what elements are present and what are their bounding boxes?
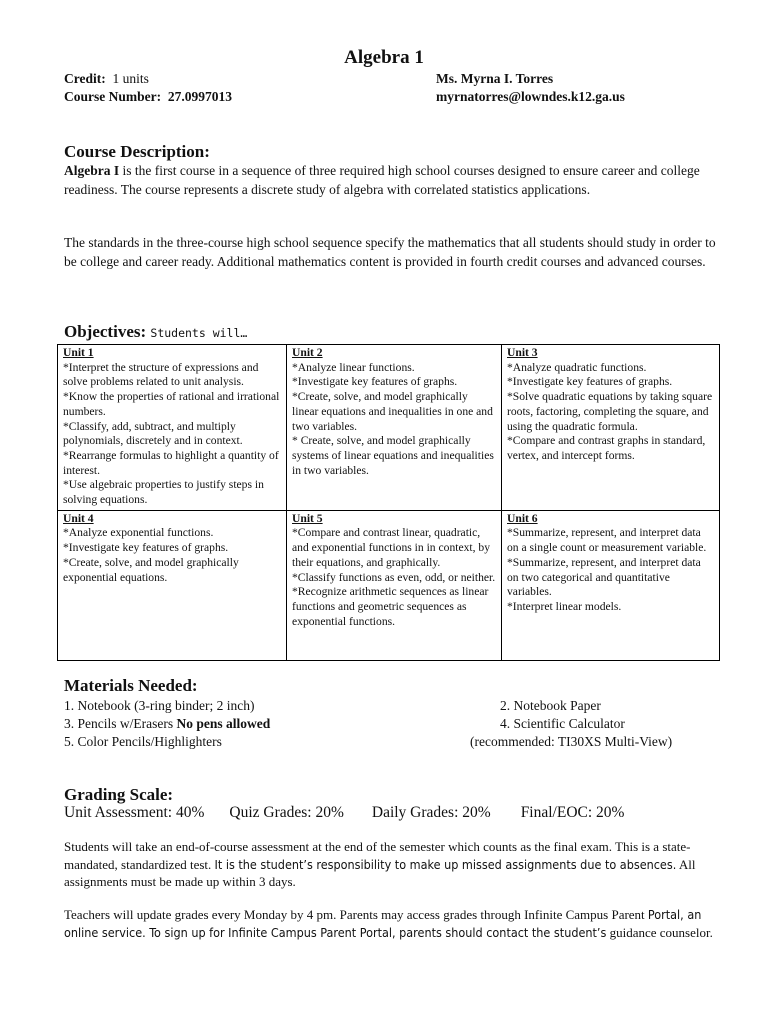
objective-item: *Know the properties of rational and irrational numbers. xyxy=(63,390,280,418)
objective-item: *Classify, add, subtract, and multiply polynomials, discretely and in context. xyxy=(63,419,243,448)
unit-cell xyxy=(502,510,720,660)
materials-heading: Materials Needed: xyxy=(64,676,198,695)
unit-title: Unit 1 xyxy=(63,346,94,359)
objective-item: *Create, solve, and model graphically exponential equations. xyxy=(63,555,239,584)
eoc-text: Students will take an end-of-course assessment at the end of the semester which counts as the final exam. This is a state-mandated, standardized test. xyxy=(64,839,691,872)
counselor-text: guidance counselor. xyxy=(606,924,713,940)
no-pens-note: No pens allowed xyxy=(176,716,271,731)
objectives-subheading: Students will… xyxy=(150,326,248,340)
material-item: 4. Scientific Calculator xyxy=(500,716,625,731)
unit-title: Unit 4 xyxy=(63,511,94,525)
objectives-row xyxy=(58,510,720,660)
page-title: Algebra 1 xyxy=(344,47,424,68)
grading-policy-para-2 xyxy=(64,906,724,941)
objective-item: *Create, solve, and model graphically linear equations and inequalities in one and two variables. xyxy=(292,390,493,433)
objective-item: *Summarize, represent, and interpret data on two categorical and quantitative variables. xyxy=(507,555,701,599)
objective-item: *Interpret the structure of expressions and solve problems related to unit analysis. xyxy=(63,360,259,389)
course-number-value: 27.0997013 xyxy=(167,89,232,104)
course-description-heading: Course Description: xyxy=(64,142,210,161)
objective-item: *Analyze quadratic functions. xyxy=(507,360,647,374)
objective-item: *Analyze linear functions. xyxy=(292,360,415,374)
objective-item: *Investigate key features of graphs. xyxy=(507,375,673,389)
unit-cell xyxy=(287,345,502,511)
teacher-info xyxy=(436,70,625,106)
grade-update-text: Teachers will update grades every Monday by 4 pm. Parents may access grades through Infinite Campus Parent xyxy=(64,907,648,922)
material-item: 2. Notebook Paper xyxy=(500,698,601,713)
unit-title: Unit 3 xyxy=(507,346,538,359)
teacher-name: Ms. Myrna I. Torres xyxy=(436,71,554,86)
objective-item: *Interpret linear models. xyxy=(507,599,622,613)
teacher-email: myrnatorres@lowndes.k12.ga.us xyxy=(436,89,625,104)
material-item: 1. Notebook (3-ring binder; 2 inch) xyxy=(64,698,255,713)
grading-weights xyxy=(64,804,724,822)
unit-cell xyxy=(502,345,720,511)
unit-cell xyxy=(58,345,287,511)
course-meta xyxy=(64,70,232,106)
material-item: 5. Color Pencils/Highlighters xyxy=(64,734,222,749)
course-description-para-2: The standards in the three-course high school sequence specify the mathematics that all students should study in order to be college and career ready. Additional mathematics content is provided in fourth credit courses and advanced courses. xyxy=(64,235,716,269)
objectives-heading xyxy=(64,322,247,342)
unit-title: Unit 5 xyxy=(292,511,323,525)
makeup-deadline-text: All assignments must be made up within 3 days. xyxy=(64,856,696,889)
objective-item: *Rearrange formulas to highlight a quantity of interest. xyxy=(63,448,279,477)
objective-item: *Compare and contrast graphs in standard, vertex, and intercept forms. xyxy=(507,434,706,462)
objective-item: *Classify functions as even, odd, or neither. xyxy=(292,570,496,584)
credit-label: Credit: xyxy=(64,71,106,86)
course-description-text: is the first course in a sequence of three required high school courses designed to ensure career and college readiness. The course represents a discrete study of algebra with correlated statistics applications. xyxy=(64,163,700,197)
material-item xyxy=(64,715,270,733)
unit-title: Unit 2 xyxy=(292,346,323,359)
grade-weight-final: Final/EOC: 20% xyxy=(520,804,625,821)
unit-cell xyxy=(287,510,502,660)
course-name-bold: Algebra I xyxy=(64,163,120,178)
objective-item: *Recognize arithmetic sequences as linear functions and geometric sequences as exponential functions. xyxy=(292,585,489,628)
course-number-label: Course Number: xyxy=(64,89,162,104)
credit-value: 1 units xyxy=(112,71,149,86)
objective-item: *Solve quadratic equations by taking square roots, factoring, completing the square, and using the quadratic formula. xyxy=(507,390,713,433)
material-text: 3. Pencils w/Erasers xyxy=(64,716,177,731)
grade-weight-quiz: Quiz Grades: 20% xyxy=(229,804,344,821)
makeup-text: It is the student’s responsibility to make up missed assignments due to absences. xyxy=(214,856,677,872)
objective-item: *Investigate key features of graphs. xyxy=(292,375,458,389)
objective-item: *Analyze exponential functions. xyxy=(63,526,214,540)
objective-item: *Summarize, represent, and interpret data on a single count or measurement variable. xyxy=(507,526,707,555)
grading-heading: Grading Scale: xyxy=(64,785,174,804)
course-description-para-1 xyxy=(64,162,724,199)
unit-cell xyxy=(58,510,287,660)
objective-item: *Compare and contrast linear, quadratic, and exponential functions in in context, by their equations, and graphically. xyxy=(292,526,491,569)
parent-portal-text: Portal, an online service. To sign up for Infinite Campus Parent Portal, parents should contact the student’s xyxy=(64,907,702,940)
objectives-row xyxy=(58,345,720,511)
grading-policy-para-1 xyxy=(64,838,724,891)
objectives-title: Objectives: xyxy=(64,322,147,341)
objective-item: *Use algebraic properties to justify steps in solving equations. xyxy=(63,478,264,507)
unit-title: Unit 6 xyxy=(507,511,538,525)
grade-weight-unit: Unit Assessment: 40% xyxy=(64,804,205,821)
grade-weight-daily: Daily Grades: 20% xyxy=(371,804,491,821)
objective-item: *Investigate key features of graphs. xyxy=(63,541,229,555)
calculator-recommendation: (recommended: TI30XS Multi-View) xyxy=(470,734,673,749)
objective-item: * Create, solve, and model graphically systems of linear equations and inequalities in two variables. xyxy=(292,434,494,477)
objectives-table xyxy=(57,344,720,661)
